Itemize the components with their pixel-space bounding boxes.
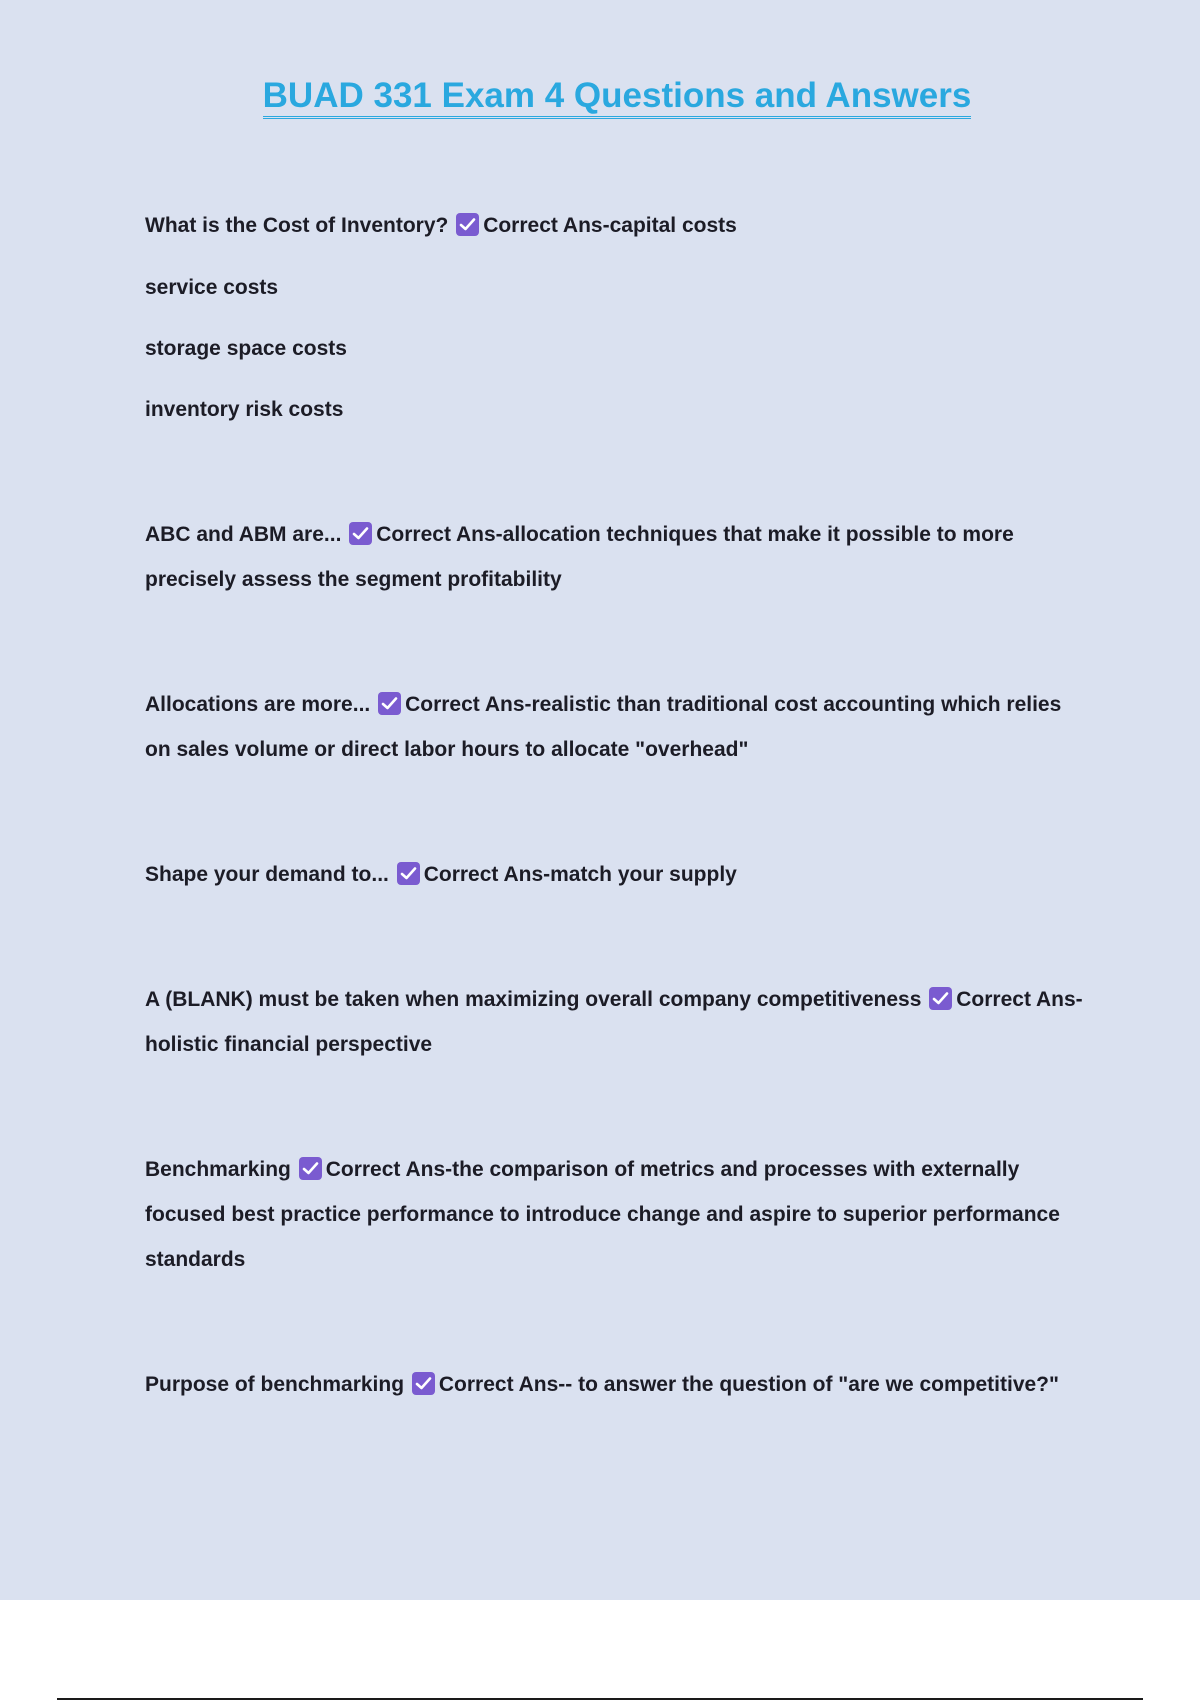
checkbox-checked-icon xyxy=(456,213,479,236)
answer-line: service costs xyxy=(145,276,279,299)
qa-item xyxy=(145,1147,1090,1282)
question-text: A (BLANK) must be taken when maximizing overall company competitiveness xyxy=(145,988,922,1011)
qa-item xyxy=(145,977,1090,1067)
answer-line: inventory risk costs xyxy=(145,398,344,421)
answer-text: Correct Ans-allocation techniques that make it possible to more precisely assess the segment profitability xyxy=(145,523,1014,591)
qa-item xyxy=(145,1362,1090,1407)
answer-text: Correct Ans-- to answer the question of "are we competitive?" xyxy=(438,1373,1059,1396)
checkbox-checked-icon xyxy=(397,862,420,885)
question-text: Shape your demand to... xyxy=(145,863,389,886)
checkbox-checked-icon xyxy=(378,692,401,715)
question-text: Benchmarking xyxy=(145,1158,291,1181)
checkbox-checked-icon xyxy=(299,1157,322,1180)
question-text: What is the Cost of Inventory? xyxy=(145,214,449,237)
qa-item xyxy=(145,682,1090,772)
answer-line: storage space costs xyxy=(145,337,347,360)
qa-item xyxy=(145,852,1090,897)
qa-item xyxy=(145,203,1090,248)
question-text: Allocations are more... xyxy=(145,693,371,716)
qa-list xyxy=(145,203,1090,1407)
answer-text: Correct Ans-match your supply xyxy=(423,863,737,886)
question-text: ABC and ABM are... xyxy=(145,523,342,546)
question-text: Purpose of benchmarking xyxy=(145,1373,405,1396)
checkbox-checked-icon xyxy=(929,987,952,1010)
answer-text: Correct Ans-realistic than traditional cost accounting which relies on sales volume or direct labor hours to allocate "overhead" xyxy=(145,693,1062,761)
checkbox-checked-icon xyxy=(349,522,372,545)
answer-text: Correct Ans-the comparison of metrics and processes with externally focused best practice performance to introduce change and aspire to superior performance standards xyxy=(145,1158,1060,1271)
answer-text: Correct Ans-holistic financial perspective xyxy=(145,988,1083,1056)
document-title: BUAD 331 Exam 4 Questions and Answers xyxy=(0,72,1200,120)
qa-item xyxy=(145,512,1090,602)
answer-text: Correct Ans-capital costs xyxy=(483,214,737,237)
checkbox-checked-icon xyxy=(412,1372,435,1395)
